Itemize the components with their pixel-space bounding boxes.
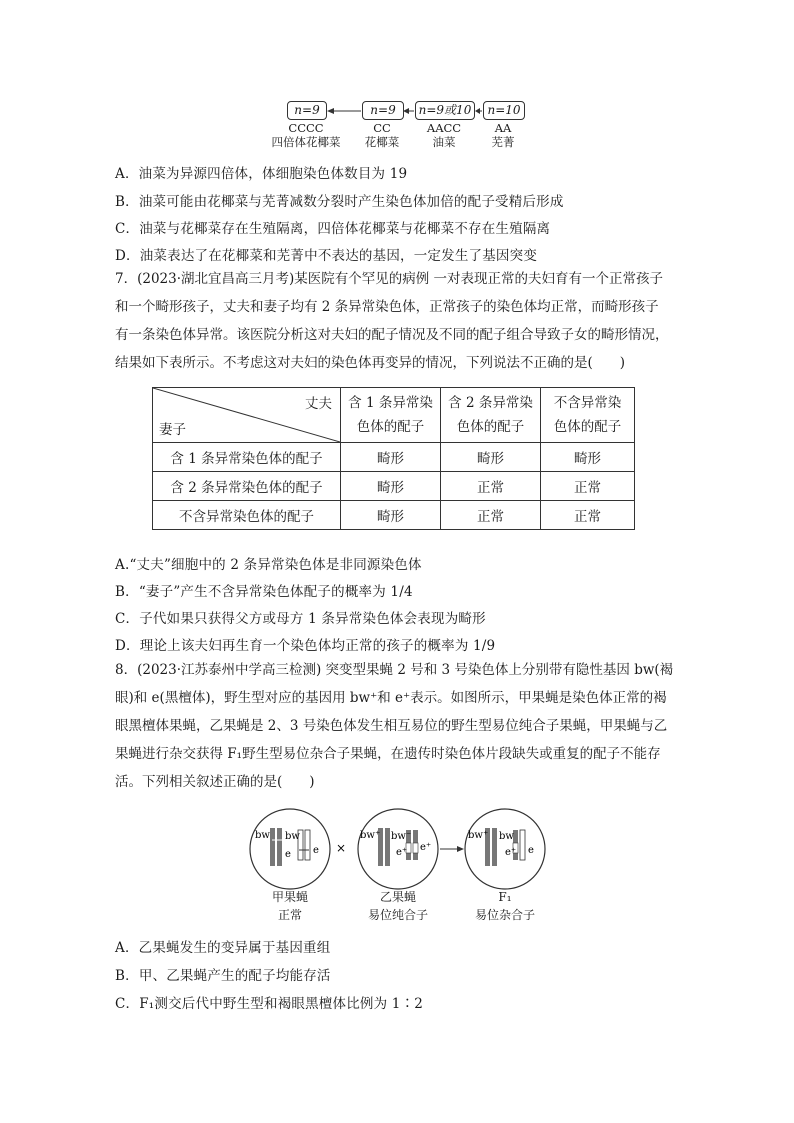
flow-box-turnip: n=10 — [483, 101, 525, 120]
q8-stem — [115, 656, 685, 796]
table-cell: 正常 — [441, 472, 541, 501]
fly-jia-caption: 甲果蝇 正常 — [271, 890, 308, 922]
table-cell: 正常 — [441, 501, 541, 530]
q7-stem — [115, 265, 685, 377]
fly-f1-caption: F₁ 易位杂合子 — [474, 890, 535, 922]
gene-e-plus-label: e⁺ — [420, 842, 432, 853]
table-cell: 畸形 — [341, 472, 441, 501]
table-corner-cell — [153, 388, 341, 443]
q7-stem-line: 有一条染色体异常。该医院分析这对夫妇的配子情况及不同的配子组合导致子女的畸形情况， — [115, 327, 669, 343]
gene-e-label: e — [313, 845, 319, 856]
table-cell: 正常 — [541, 472, 635, 501]
q7-option-d: D．理论上该夫妇再生育一个染色体均正常的孩子的概率为 1/9 — [115, 638, 496, 654]
q8-stem-line: 活。下列相关叙述正确的是( ) — [115, 774, 315, 790]
flow-box-cauliflower: n=9 — [362, 101, 404, 120]
table-cell: 畸形 — [541, 443, 635, 472]
table-row — [153, 472, 635, 501]
row-label: 含 2 条异常染色体的配子 — [153, 472, 341, 501]
flow-box-tetraploid-cauliflower: n=9 — [287, 101, 327, 120]
gene-e-plus-label: e⁺ — [505, 847, 517, 858]
q8-stem-line: 眼黑檀体果蝇，乙果蝇是 2、3 号染色体发生相互易位的野生型易位纯合子果蝇，甲果蝇与乙 — [115, 718, 668, 734]
species-name: 四倍体花椰菜 — [271, 135, 341, 149]
q8-stem-line: 果蝇进行杂交获得 F₁野生型易位杂合子果蝇，在遗传时染色体片段缺失或重复的配子不能存 — [115, 746, 661, 762]
q7-option-b: B．“妻子”产生不含异常染色体配子的概率为 1/4 — [115, 584, 413, 600]
gamete-combination-table — [152, 387, 635, 530]
q6-option-c: C．油菜与花椰菜存在生殖隔离，四倍体花椰菜与花椰菜不存在生殖隔离 — [115, 221, 551, 237]
gene-bw-label: bw — [255, 830, 270, 841]
table-row — [153, 501, 635, 530]
species-name: 芜菁 — [491, 135, 515, 149]
genome-label: AA — [494, 121, 512, 135]
col-header: 不含异常染 色体的配子 — [541, 388, 635, 443]
table-cell: 畸形 — [441, 443, 541, 472]
table-row — [153, 443, 635, 472]
gene-bw-plus-label: bw⁺ — [360, 830, 381, 841]
fly-yi-cell — [358, 809, 438, 889]
husband-label: 丈夫 — [305, 396, 332, 412]
q8-option-a: A．乙果蝇发生的变异属于基因重组 — [115, 940, 331, 956]
q7-option-c: C．子代如果只获得父方或母方 1 条异常染色体会表现为畸形 — [115, 611, 486, 627]
flow-box-rapeseed: n=9或10 — [415, 101, 475, 120]
q6-option-d: D．油菜表达了在花椰菜和芜菁中不表达的基因，一定发生了基因突变 — [115, 248, 538, 264]
wife-label: 妻子 — [159, 422, 186, 438]
row-label: 含 1 条异常染色体的配子 — [153, 443, 341, 472]
gene-bw-minus-label: bw⁻ — [391, 831, 412, 842]
flow-arrows — [0, 0, 794, 130]
q8-option-b: B．甲、乙果蝇产生的配子均能存活 — [115, 968, 331, 984]
col-header: 含 2 条异常染 色体的配子 — [441, 388, 541, 443]
q8-stem-line: 8．(2023·江苏泰州中学高三检测) 突变型果蝇 2 号和 3 号染色体上分别带有隐性基因 bw(褐 — [115, 662, 674, 678]
genome-label: CCCC — [288, 121, 324, 135]
fly-jia-cell — [250, 809, 330, 889]
q7-option-a: A.“丈夫”细胞中的 2 条异常染色体是非同源染色体 — [115, 557, 422, 573]
q8-option-c: C．F₁测交后代中野生型和褐眼黑檀体比例为 1∶2 — [115, 996, 424, 1012]
q7-stem-line: 7．(2023·湖北宜昌高三月考)某医院有个罕见的病例 一对表现正常的夫妇育有一个正常孩子 — [115, 271, 664, 287]
q7-stem-line: 和一个畸形孩子，丈夫和妻子均有 2 条异常染色体，正常孩子的染色体均正常，而畸形孩子 — [115, 299, 659, 315]
gene-e-plus-label: e⁺ — [396, 847, 408, 858]
q6-option-a: A．油菜为异源四倍体，体细胞染色体数目为 19 — [115, 166, 408, 182]
gene-bw-label: bw — [285, 831, 300, 842]
fly-yi-caption: 乙果蝇 易位纯合子 — [367, 890, 428, 922]
gene-bw-label: bw — [499, 831, 514, 842]
gene-bw-plus-label: bw⁺ — [468, 830, 489, 841]
fly-f1-cell — [465, 809, 545, 889]
gene-e-label: e — [285, 849, 291, 860]
species-name: 油菜 — [432, 135, 456, 149]
cross-symbol: × — [336, 841, 347, 855]
genome-label: CC — [373, 121, 391, 135]
q6-option-b: B．油菜可能由花椰菜与芜菁减数分裂时产生染色体加倍的配子受精后形成 — [115, 194, 564, 210]
table-cell: 畸形 — [341, 501, 441, 530]
genome-label: AACC — [426, 121, 462, 135]
q7-stem-line: 结果如下表所示。不考虑这对夫妇的染色体再变异的情况，下列说法不正确的是( ) — [115, 355, 626, 371]
row-label: 不含异常染色体的配子 — [153, 501, 341, 530]
col-header: 含 1 条异常染 色体的配子 — [341, 388, 441, 443]
gene-e-label: e — [528, 845, 534, 856]
q8-stem-line: 眼)和 e(黑檀体)，野生型对应的基因用 bw⁺和 e⁺表示。如图所示，甲果蝇是染色体正常的褐 — [115, 690, 667, 706]
species-name: 花椰菜 — [364, 135, 400, 149]
table-cell: 正常 — [541, 501, 635, 530]
table-cell: 畸形 — [341, 443, 441, 472]
